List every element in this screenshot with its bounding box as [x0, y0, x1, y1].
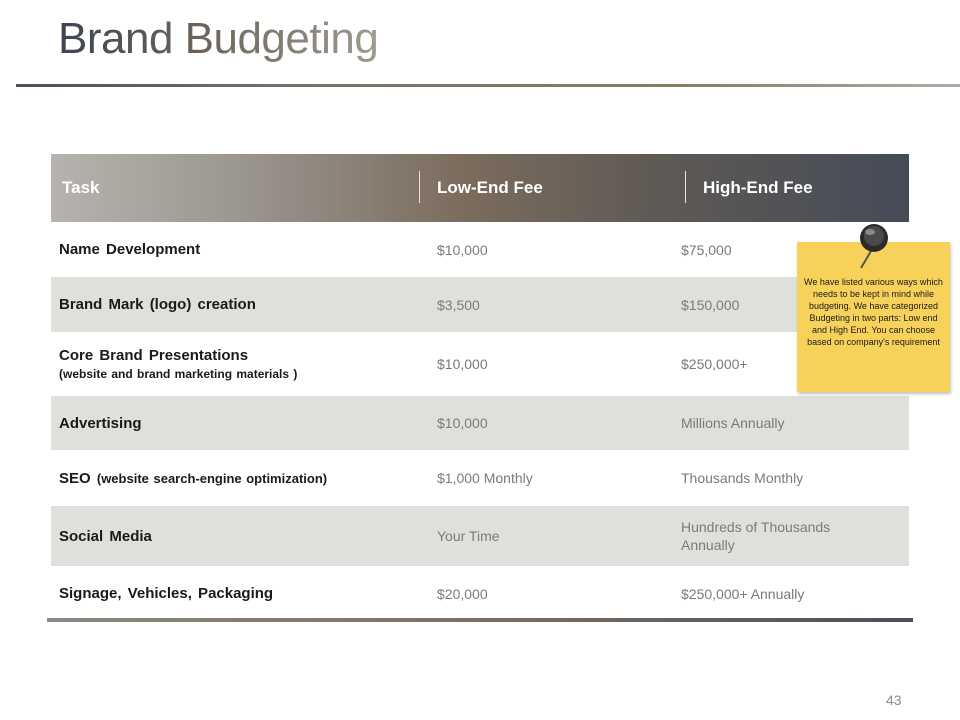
table-row: [51, 566, 909, 621]
task-cell: [59, 470, 327, 487]
table-header: [51, 154, 909, 222]
header-low-end-fee: Low-End Fee: [437, 178, 543, 197]
table-bottom-rule: [47, 618, 913, 622]
task-cell: Social Media: [59, 527, 152, 545]
header-separator: [685, 171, 686, 203]
high-fee-cell: $250,000+: [681, 356, 748, 372]
low-fee-cell: $3,500: [437, 296, 480, 313]
high-fee-cell: $250,000+ Annually: [681, 585, 805, 602]
low-fee-cell: $20,000: [437, 585, 488, 602]
table-row: [51, 396, 909, 450]
high-fee-cell: $150,000: [681, 296, 740, 313]
task-cell: Advertising: [59, 414, 142, 432]
task-sublabel: (website and brand marketing materials ): [59, 367, 298, 381]
low-fee-cell: $10,000: [437, 356, 488, 372]
high-fee-cell: Millions Annually: [681, 415, 785, 431]
task-cell: Brand Mark (logo) creation: [59, 296, 256, 313]
high-fee-cell: $75,000: [681, 241, 732, 258]
header-task: Task: [62, 178, 100, 197]
low-fee-cell: Your Time: [437, 528, 500, 544]
slide-title: Brand Budgeting: [58, 14, 379, 63]
table-row: [51, 450, 909, 506]
low-fee-cell: $10,000: [437, 415, 488, 431]
task-cell: [59, 347, 297, 381]
table-row: [51, 222, 909, 277]
high-fee-cell: Hundreds of Thousands Annually: [681, 519, 831, 553]
high-fee-cell: Thousands Monthly: [681, 470, 804, 486]
pushpin-icon: [853, 220, 895, 272]
header-separator: [419, 171, 420, 203]
table-row: [51, 506, 909, 566]
header-high-end-fee: High-End Fee: [703, 178, 813, 197]
task-sublabel: (website search-engine optimization): [96, 470, 328, 486]
page-number: 43: [886, 692, 902, 708]
low-fee-cell: $1,000 Monthly: [437, 470, 533, 486]
table-row: [51, 277, 909, 332]
task-label: Core Brand Presentations: [59, 347, 249, 364]
sticky-note-text: We have listed various ways which needs to be kept in mind while budgeting. We have categorized Budgeting in two parts: Low end and High End. You can choose based on company's requirement: [804, 277, 943, 347]
task-label: SEO: [59, 469, 91, 487]
title-divider: [16, 84, 960, 87]
task-cell: Signage, Vehicles, Packaging: [59, 585, 274, 602]
task-cell: Name Development: [59, 241, 201, 258]
table-row: [51, 332, 909, 396]
budget-table: [51, 154, 909, 621]
low-fee-cell: $10,000: [437, 241, 488, 258]
